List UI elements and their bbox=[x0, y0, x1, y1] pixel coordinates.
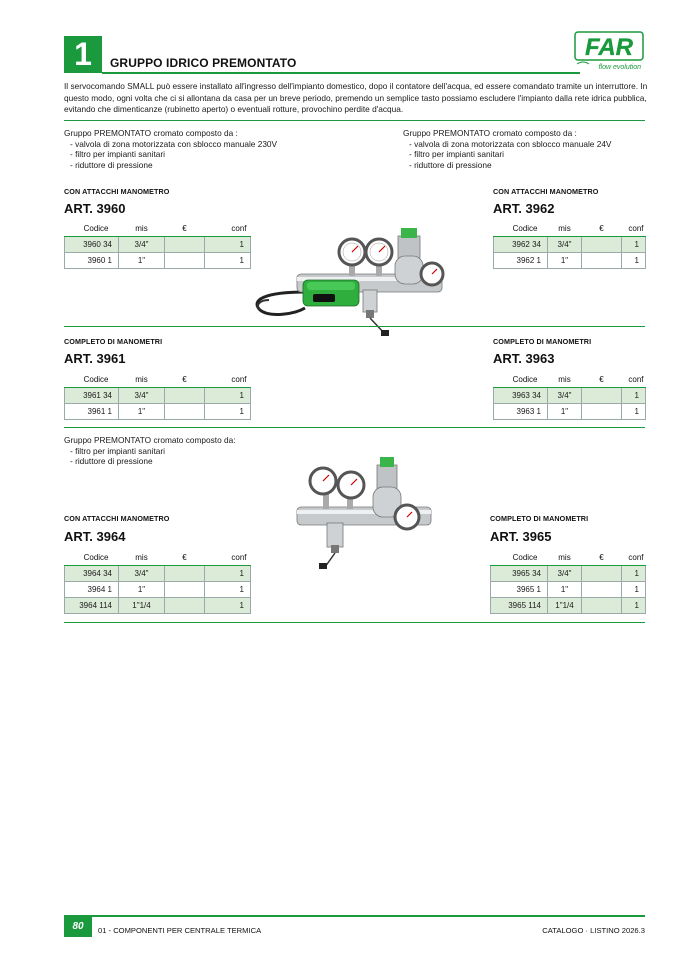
cell-conf: 1 bbox=[205, 387, 251, 403]
valve-group-image bbox=[295, 455, 435, 575]
cell-mis: 3/4" bbox=[119, 387, 165, 403]
product-table-3964 bbox=[64, 551, 251, 614]
article-number: ART. 3962 bbox=[493, 201, 555, 216]
cell-price bbox=[582, 565, 622, 581]
table-row bbox=[494, 236, 646, 252]
article-number: ART. 3964 bbox=[64, 529, 126, 544]
header-mis: mis bbox=[548, 373, 582, 387]
header-mis: mis bbox=[548, 222, 582, 236]
logo-tagline: flow evolution bbox=[598, 64, 641, 71]
header-mis: mis bbox=[119, 222, 165, 236]
cell-conf: 1 bbox=[622, 581, 646, 597]
table-row bbox=[491, 565, 646, 581]
cell-code: 3963 34 bbox=[494, 387, 548, 403]
cell-price bbox=[582, 252, 622, 268]
cell-mis: 3/4" bbox=[548, 236, 582, 252]
table-row bbox=[65, 387, 251, 403]
header-price: € bbox=[582, 222, 622, 236]
logo-text: FAR bbox=[585, 34, 633, 61]
cell-code: 3963 1 bbox=[494, 403, 548, 419]
cell-code: 3960 1 bbox=[65, 252, 119, 268]
cell-conf: 1 bbox=[205, 252, 251, 268]
table-row bbox=[494, 403, 646, 419]
cell-conf: 1 bbox=[622, 597, 646, 613]
cell-price bbox=[582, 387, 622, 403]
header-conf: conf bbox=[205, 551, 251, 565]
cell-mis: 1"1/4 bbox=[119, 597, 165, 613]
table-row bbox=[65, 581, 251, 597]
cell-code: 3962 1 bbox=[494, 252, 548, 268]
cell-price bbox=[165, 565, 205, 581]
description-title: Gruppo PREMONTATO cromato composto da: bbox=[64, 435, 236, 445]
description-item: - valvola di zona motorizzata con sblocco manuale 24V bbox=[409, 139, 643, 150]
header-mis: mis bbox=[119, 551, 165, 565]
cell-mis: 1" bbox=[548, 581, 582, 597]
section-divider bbox=[64, 326, 645, 327]
description-title: Gruppo PREMONTATO cromato composto da : bbox=[64, 128, 238, 138]
cell-conf: 1 bbox=[622, 565, 646, 581]
table-row bbox=[65, 403, 251, 419]
cell-price bbox=[165, 236, 205, 252]
cell-conf: 1 bbox=[205, 403, 251, 419]
header-code: Codice bbox=[491, 551, 548, 565]
product-table-3965 bbox=[490, 551, 646, 614]
cell-code: 3965 1 bbox=[491, 581, 548, 597]
cell-code: 3965 34 bbox=[491, 565, 548, 581]
product-subtitle: CON ATTACCHI MANOMETRO bbox=[64, 514, 170, 523]
header-code: Codice bbox=[65, 222, 119, 236]
motorized-valve-group-image bbox=[245, 222, 450, 342]
cell-price bbox=[165, 387, 205, 403]
product-subtitle: CON ATTACCHI MANOMETRO bbox=[64, 187, 170, 196]
cell-mis: 3/4" bbox=[548, 565, 582, 581]
footer-section: 01 - COMPONENTI PER CENTRALE TERMICA bbox=[98, 926, 262, 935]
header-price: € bbox=[165, 551, 205, 565]
article-number: ART. 3963 bbox=[493, 351, 555, 366]
description-item: - riduttore di pressione bbox=[70, 456, 364, 467]
header-code: Codice bbox=[494, 373, 548, 387]
header-conf: conf bbox=[622, 551, 646, 565]
description-item: - riduttore di pressione bbox=[70, 160, 384, 171]
table-row bbox=[494, 387, 646, 403]
cell-conf: 1 bbox=[205, 236, 251, 252]
cell-conf: 1 bbox=[622, 403, 646, 419]
header-divider bbox=[102, 72, 580, 74]
cell-code: 3964 114 bbox=[65, 597, 119, 613]
section-divider bbox=[64, 427, 645, 428]
article-number: ART. 3965 bbox=[490, 529, 552, 544]
product-table-3963 bbox=[493, 373, 646, 420]
product-subtitle: COMPLETO DI MANOMETRI bbox=[490, 514, 589, 523]
table-row bbox=[491, 581, 646, 597]
chapter-title: GRUPPO IDRICO PREMONTATO bbox=[110, 56, 297, 70]
description-right bbox=[403, 128, 643, 170]
cell-mis: 1" bbox=[119, 581, 165, 597]
table-row bbox=[65, 236, 251, 252]
cell-price bbox=[165, 403, 205, 419]
cell-price bbox=[165, 252, 205, 268]
page-number: 80 bbox=[64, 917, 92, 937]
cell-conf: 1 bbox=[622, 387, 646, 403]
far-logo bbox=[573, 30, 645, 72]
cell-mis: 1" bbox=[119, 252, 165, 268]
cell-mis: 3/4" bbox=[119, 565, 165, 581]
cell-mis: 1" bbox=[548, 252, 582, 268]
header-code: Codice bbox=[65, 551, 119, 565]
table-row bbox=[65, 252, 251, 268]
header-price: € bbox=[165, 373, 205, 387]
cell-code: 3964 34 bbox=[65, 565, 119, 581]
intro-paragraph: Il servocomando SMALL può essere installato all'ingresso dell'impianto domestico, dopo il contatore dell'acqua, ed essere comandato tramite un interruttore. In questo modo, ogni volta che ci si allontana da casa per un breve periodo, premendo un semplice tasto possiamo escludere l'impianto dalla rete idrica pubblica, evitando che dimenticanze (rubinetto aperto) o eventuali rotture, provochino perdite d'acqua. bbox=[64, 81, 648, 115]
product-subtitle: COMPLETO DI MANOMETRI bbox=[493, 337, 592, 346]
header-code: Codice bbox=[494, 222, 548, 236]
cell-conf: 1 bbox=[622, 252, 646, 268]
cell-code: 3964 1 bbox=[65, 581, 119, 597]
product-subtitle: COMPLETO DI MANOMETRI bbox=[64, 337, 163, 346]
header-price: € bbox=[165, 222, 205, 236]
cell-code: 3962 34 bbox=[494, 236, 548, 252]
section-divider bbox=[64, 622, 645, 623]
cell-code: 3961 1 bbox=[65, 403, 119, 419]
cell-price bbox=[582, 597, 622, 613]
description-left bbox=[64, 128, 384, 170]
cell-price bbox=[582, 236, 622, 252]
cell-mis: 1" bbox=[548, 403, 582, 419]
cell-mis: 3/4" bbox=[548, 387, 582, 403]
footer-divider bbox=[64, 915, 645, 917]
table-row bbox=[65, 565, 251, 581]
cell-conf: 1 bbox=[205, 565, 251, 581]
chapter-number-box: 1 bbox=[64, 36, 102, 73]
description-item: - filtro per impianti sanitari bbox=[70, 446, 364, 457]
cell-price bbox=[165, 597, 205, 613]
product-subtitle: CON ATTACCHI MANOMETRO bbox=[493, 187, 599, 196]
header-conf: conf bbox=[205, 373, 251, 387]
header-price: € bbox=[582, 551, 622, 565]
footer-catalog: CATALOGO · LISTINO 2026.3 bbox=[542, 926, 645, 935]
description-item: - filtro per impianti sanitari bbox=[409, 149, 643, 160]
description-item: - valvola di zona motorizzata con sblocco manuale 230V bbox=[70, 139, 384, 150]
header-mis: mis bbox=[119, 373, 165, 387]
description-item: - riduttore di pressione bbox=[409, 160, 643, 171]
section-divider bbox=[64, 120, 645, 121]
cell-price bbox=[582, 581, 622, 597]
cell-price bbox=[165, 581, 205, 597]
cell-conf: 1 bbox=[205, 581, 251, 597]
table-row bbox=[65, 597, 251, 613]
article-number: ART. 3960 bbox=[64, 201, 126, 216]
header-conf: conf bbox=[205, 222, 251, 236]
product-table-3960 bbox=[64, 222, 251, 269]
table-row bbox=[491, 597, 646, 613]
cell-code: 3965 114 bbox=[491, 597, 548, 613]
header-conf: conf bbox=[622, 373, 646, 387]
cell-code: 3961 34 bbox=[65, 387, 119, 403]
description-item: - filtro per impianti sanitari bbox=[70, 149, 384, 160]
description-title: Gruppo PREMONTATO cromato composto da : bbox=[403, 128, 577, 138]
header-code: Codice bbox=[65, 373, 119, 387]
article-number: ART. 3961 bbox=[64, 351, 126, 366]
cell-mis: 1" bbox=[119, 403, 165, 419]
header-conf: conf bbox=[622, 222, 646, 236]
header-mis: mis bbox=[548, 551, 582, 565]
cell-code: 3960 34 bbox=[65, 236, 119, 252]
header-price: € bbox=[582, 373, 622, 387]
cell-conf: 1 bbox=[205, 597, 251, 613]
table-row bbox=[494, 252, 646, 268]
product-table-3962 bbox=[493, 222, 646, 269]
cell-price bbox=[582, 403, 622, 419]
cell-conf: 1 bbox=[622, 236, 646, 252]
cell-mis: 3/4" bbox=[119, 236, 165, 252]
product-table-3961 bbox=[64, 373, 251, 420]
cell-mis: 1"1/4 bbox=[548, 597, 582, 613]
